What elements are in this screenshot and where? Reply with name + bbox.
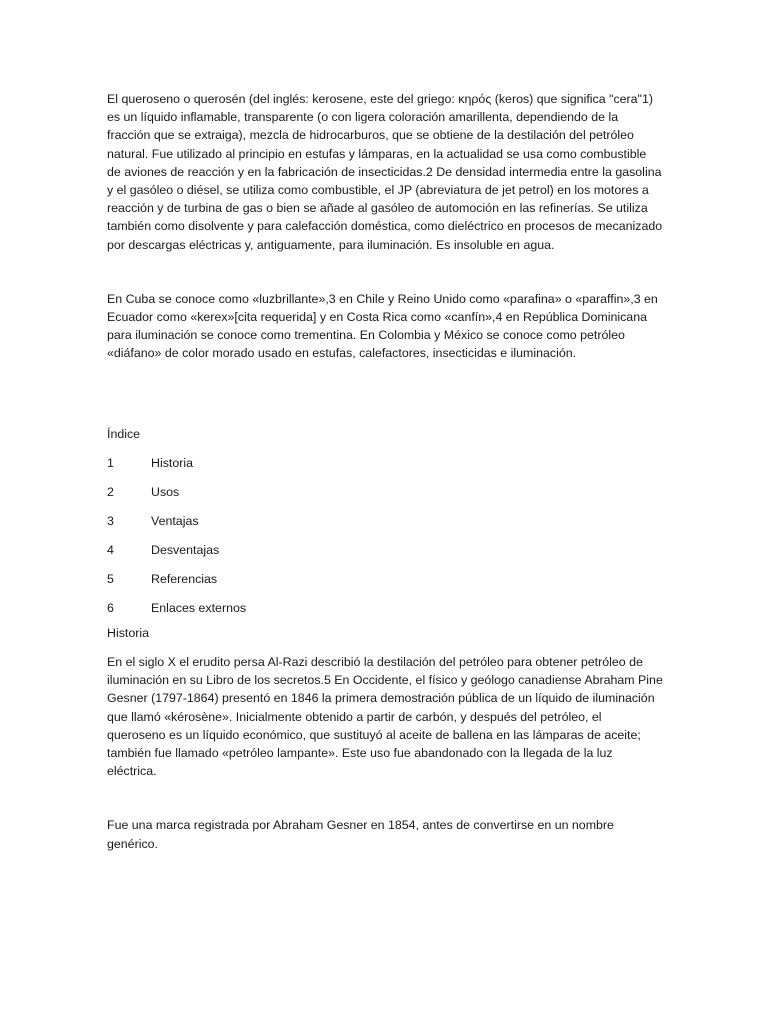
toc-item-number: 1 bbox=[107, 455, 114, 470]
toc-title: Índice bbox=[107, 426, 141, 441]
toc-item-label: Referencias bbox=[151, 571, 218, 586]
toc-item-desventajas bbox=[107, 541, 663, 570]
toc-item-historia bbox=[107, 454, 663, 483]
toc-item-number: 4 bbox=[107, 542, 114, 557]
regional-names-paragraph: En Cuba se conoce como «luzbrillante»,3 en Chile y Reino Unido como «parafina» o «paraffin»,3 en Ecuador como «kerex»[cita requerida] y en Costa Rica como «canfín»,4 en República Dominicana para iluminación se conoce como trementina. En Colombia y México se conoce como petróleo «diáfano» de color morado usado en estufas, calefactores, insecticidas e iluminación. bbox=[107, 291, 658, 361]
intro-paragraph: El queroseno o querosén (del inglés: kerosene, este del griego: κηρός (keros) que significa "cera"1) es un líquido inflamable, transparente (o con ligera coloración amarillenta, dependiendo de la fracción que se extraiga), mezcla de hidrocarburos, que se obtiene de la destilación del petróleo natural. Fue utilizado al principio en estufas y lámparas, en la actualidad se usa como combustible de aviones de reacción y en la fabricación de insecticidas.2 De densidad intermedia entre la gasolina y el gasóleo o diésel, se utiliza como combustible, el JP (abreviatura de jet petrol) en los motores a reacción y de turbina de gas o bien se añade al gasóleo de automoción en las refinerías. Se utiliza también como disolvente y para calefacción doméstica, como dieléctrico en procesos de mecanizado por descargas eléctricas y, antiguamente, para iluminación. Es insoluble en agua. bbox=[107, 92, 663, 252]
historia-heading: Historia bbox=[107, 625, 149, 640]
historia-paragraph: En el siglo X el erudito persa Al-Razi describió la destilación del petróleo para obtener petróleo de iluminación en su Libro de los secretos.5 En Occidente, el físico y geólogo canadiense Abraham Pine Gesner (1797-1864) presentó en 1846 la primera demostración pública de un líquido de iluminación que llamó «kérosène». Inicialmente obtenido a partir de carbón, y después del petróleo, el queroseno es un líquido económico, que sustituyó al aceite de ballena en las lámparas de aceite; también fue llamado «petróleo lampante». Este uso fue abandonado con la llegada de la luz eléctrica. bbox=[107, 655, 663, 779]
toc-item-label: Desventajas bbox=[151, 542, 220, 557]
table-of-contents bbox=[107, 425, 663, 628]
toc-item-label: Ventajas bbox=[151, 513, 199, 528]
toc-item-ventajas bbox=[107, 512, 663, 541]
document-page bbox=[107, 90, 663, 853]
toc-item-number: 3 bbox=[107, 513, 114, 528]
toc-item-usos bbox=[107, 483, 663, 512]
toc-item-referencias bbox=[107, 570, 663, 599]
toc-item-number: 6 bbox=[107, 600, 114, 615]
toc-list bbox=[107, 454, 663, 628]
toc-item-label: Historia bbox=[151, 455, 193, 470]
toc-item-label: Usos bbox=[151, 484, 180, 499]
trademark-paragraph: Fue una marca registrada por Abraham Gesner en 1854, antes de convertirse en un nombre genérico. bbox=[107, 818, 614, 851]
toc-item-label: Enlaces externos bbox=[151, 600, 247, 615]
toc-item-number: 2 bbox=[107, 484, 114, 499]
toc-item-number: 5 bbox=[107, 571, 114, 586]
